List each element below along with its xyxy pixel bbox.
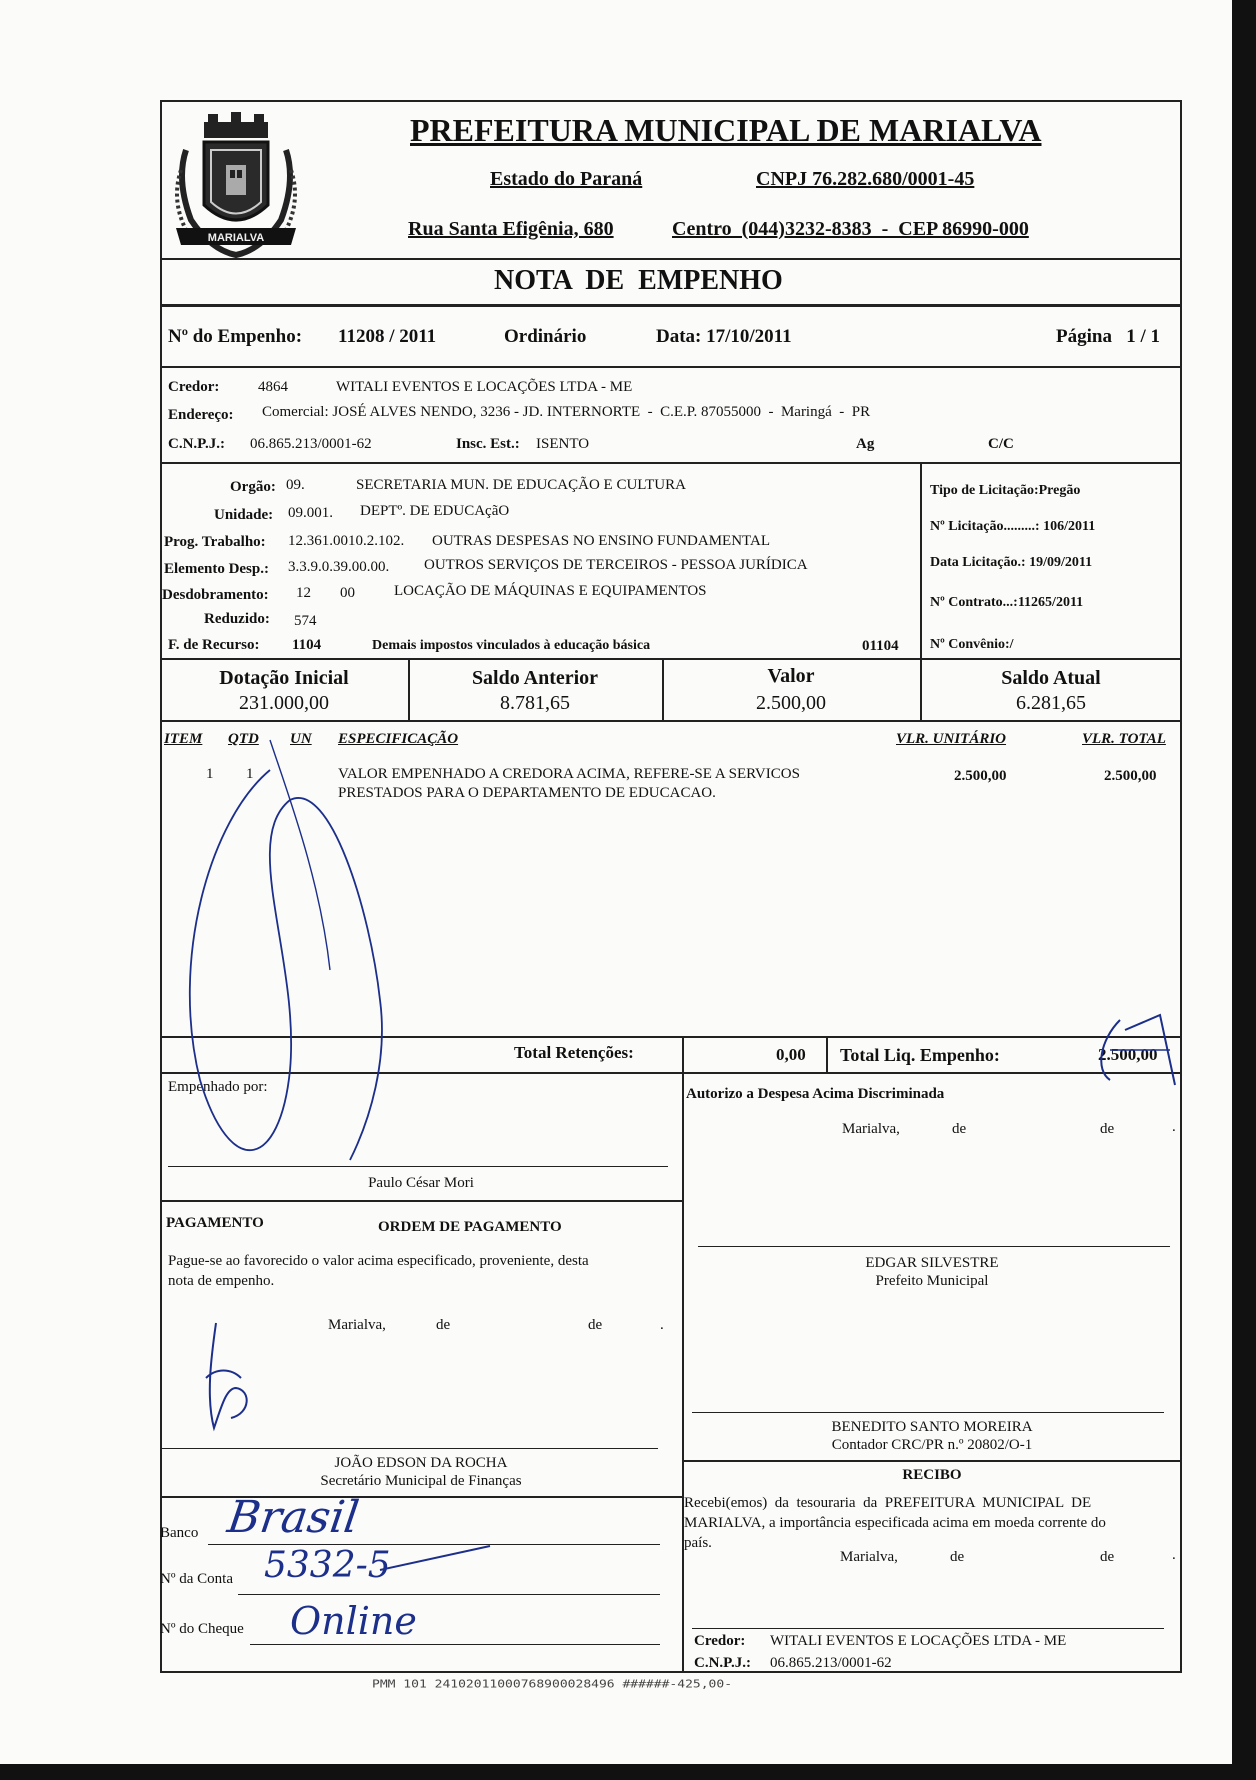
col-qtd: QTD <box>228 731 259 747</box>
desdobramento-label: Desdobramento: <box>162 587 269 603</box>
retencoes-label: Total Retenções: <box>514 1043 634 1062</box>
empenho-page: Página 1 / 1 <box>1056 326 1160 347</box>
signature-conta-underline <box>380 1540 500 1580</box>
balance-value-saldo-anterior: 8.781,65 <box>500 692 570 714</box>
banco-label: Banco <box>160 1525 199 1541</box>
balance-value-valor: 2.500,00 <box>756 692 826 714</box>
cnpj-label: C.N.P.J.: <box>168 436 225 452</box>
col-un: UN <box>290 731 312 747</box>
conta-label: Nº da Conta <box>160 1571 233 1587</box>
col-item: ITEM <box>164 731 203 747</box>
autorizo-dot: . <box>1172 1119 1176 1135</box>
recibo-line2: MARIALVA, a importância especificada acima em moeda corrente do <box>684 1515 1106 1531</box>
recurso-name: Demais impostos vinculados à educação básica <box>372 638 651 653</box>
endereco-label: Endereço: <box>168 407 234 423</box>
col-unit: VLR. UNITÁRIO <box>896 731 1007 747</box>
pagamento-text2: nota de empenho. <box>168 1273 275 1289</box>
unidade-code: 09.001. <box>288 505 333 521</box>
recibo-cnpj: 06.865.213/0001-62 <box>770 1655 892 1671</box>
reduzido-label: Reduzido: <box>204 611 270 627</box>
licitacao-convenio: Nº Convênio:/ <box>930 637 1014 652</box>
liq-label: Total Liq. Empenho: <box>840 1045 1000 1065</box>
col-total: VLR. TOTAL <box>1082 731 1166 747</box>
credor-label: Credor: <box>168 379 220 395</box>
pagamento-de1: de <box>436 1317 451 1333</box>
autorizo-de1: de <box>952 1121 967 1137</box>
desdobramento-code: 12 <box>296 585 311 601</box>
recibo-credor-name: WITALI EVENTOS E LOCAÇÕES LTDA - ME <box>770 1633 1067 1649</box>
prefeito-name: EDGAR SILVESTRE <box>865 1255 999 1271</box>
empenho-date: Data: 17/10/2011 <box>656 326 792 347</box>
retencoes-value: 0,00 <box>776 1045 806 1064</box>
elemento-code: 3.3.9.0.39.00.00. <box>288 559 390 575</box>
licitacao-numero: Nº Licitação.........: 106/2011 <box>930 519 1096 534</box>
empenhado-label: Empenhado por: <box>168 1079 268 1095</box>
header-cnpj: CNPJ 76.282.680/0001-45 <box>756 168 975 190</box>
balance-label-saldo-atual: Saldo Atual <box>1001 667 1101 689</box>
recibo-place: Marialva, <box>840 1549 898 1565</box>
credor-cnpj: 06.865.213/0001-62 <box>250 436 372 452</box>
document-title: NOTA DE EMPENHO <box>494 265 783 296</box>
pagamento-dot: . <box>660 1317 664 1333</box>
licitacao-data: Data Licitação.: 19/09/2011 <box>930 555 1093 570</box>
secretario-role: Secretário Municipal de Finanças <box>320 1473 522 1489</box>
orgao-name: SECRETARIA MUN. DE EDUCAÇÃO E CULTURA <box>356 477 686 493</box>
recurso-label: F. de Recurso: <box>168 637 260 653</box>
conta-handwritten: 5332-5 <box>264 1545 391 1586</box>
item-total-value: 2.500,00 <box>1104 768 1157 784</box>
autorizo-place: Marialva, <box>842 1121 900 1137</box>
bank-stamp: PMM 101 24102011000768900028496 ######-425,00- <box>372 1678 733 1691</box>
prog-name: OUTRAS DESPESAS NO ENSINO FUNDAMENTAL <box>432 533 770 549</box>
pagamento-label: PAGAMENTO <box>166 1215 264 1231</box>
coat-of-arms-text: MARIALVA <box>207 232 265 244</box>
recibo-credor-label: Credor: <box>694 1633 746 1649</box>
credor-name: WITALI EVENTOS E LOCAÇÕES LTDA - ME <box>336 379 633 395</box>
recibo-line1: Recebi(emos) da tesouraria da PREFEITURA MUNICIPAL DE <box>684 1495 1092 1511</box>
recibo-de1: de <box>950 1549 965 1565</box>
recurso-extra: 01104 <box>862 638 899 654</box>
cheque-label: Nº do Cheque <box>160 1621 244 1637</box>
coat-of-arms-icon <box>166 110 306 260</box>
balance-label-valor: Valor <box>767 665 815 687</box>
desdobramento-sub: 00 <box>340 585 355 601</box>
empenho-number-label: Nº do Empenho: <box>168 326 303 347</box>
recibo-line3: país. <box>684 1535 712 1551</box>
pagamento-text1: Pague-se ao favorecido o valor acima especificado, proveniente, desta <box>168 1253 589 1269</box>
elemento-label: Elemento Desp.: <box>164 561 269 577</box>
recibo-dot: . <box>1172 1547 1176 1563</box>
pagamento-de2: de <box>588 1317 603 1333</box>
cc-label: C/C <box>988 436 1014 452</box>
insc-label: Insc. Est.: <box>456 436 520 452</box>
pagamento-place: Marialva, <box>328 1317 386 1333</box>
header-state: Estado do Paraná <box>490 168 643 190</box>
licitacao-contrato: Nº Contrato...:11265/2011 <box>930 595 1084 610</box>
ag-label: Ag <box>856 436 875 452</box>
empenhado-name: Paulo César Mori <box>368 1175 474 1191</box>
balance-value-dotacao: 231.000,00 <box>239 692 329 714</box>
credor-code: 4864 <box>258 379 288 395</box>
licitacao-tipo: Tipo de Licitação:Pregão <box>930 483 1081 498</box>
signature-large-loop <box>170 740 450 1200</box>
autorizo-de2: de <box>1100 1121 1115 1137</box>
balance-label-dotacao: Dotação Inicial <box>219 667 349 689</box>
item-number: 1 <box>206 766 214 782</box>
banco-handwritten: Brasil <box>224 1492 362 1543</box>
signature-initial-total <box>1090 1010 1180 1090</box>
header-title: PREFEITURA MUNICIPAL DE MARIALVA <box>410 112 1042 148</box>
item-spec-line2: PRESTADOS PARA O DEPARTAMENTO DE EDUCACAO. <box>338 785 716 801</box>
item-spec-line1: VALOR EMPENHADO A CREDORA ACIMA, REFERE-SE A SERVICOS <box>338 766 800 782</box>
liq-value: 2.500,00 <box>1098 1045 1158 1064</box>
unidade-label: Unidade: <box>214 507 274 523</box>
contador-name: BENEDITO SANTO MOREIRA <box>831 1419 1033 1435</box>
recurso-code: 1104 <box>292 637 322 653</box>
recibo-cnpj-label: C.N.P.J.: <box>694 1655 751 1671</box>
recibo-de2: de <box>1100 1549 1115 1565</box>
prog-code: 12.361.0010.2.102. <box>288 533 405 549</box>
col-spec: ESPECIFICAÇÃO <box>338 731 459 747</box>
item-qtd: 1 <box>246 766 254 782</box>
elemento-name: OUTROS SERVIÇOS DE TERCEIROS - PESSOA JURÍDICA <box>424 557 808 573</box>
prefeito-role: Prefeito Municipal <box>875 1273 989 1289</box>
autorizo-title: Autorizo a Despesa Acima Discriminada <box>686 1086 945 1102</box>
balance-value-saldo-atual: 6.281,65 <box>1016 692 1086 714</box>
balance-label-saldo-anterior: Saldo Anterior <box>471 667 599 689</box>
cheque-handwritten: Online <box>290 1599 417 1643</box>
insc-value: ISENTO <box>536 436 590 452</box>
empenho-type: Ordinário <box>504 326 587 347</box>
secretario-name: JOÃO EDSON DA ROCHA <box>334 1455 508 1471</box>
recibo-title: RECIBO <box>902 1467 962 1483</box>
orgao-code: 09. <box>286 477 305 493</box>
contador-role: Contador CRC/PR n.º 20802/O-1 <box>831 1437 1033 1453</box>
desdobramento-name: LOCAÇÃO DE MÁQUINAS E EQUIPAMENTOS <box>394 583 707 599</box>
reduzido-value: 574 <box>294 613 317 629</box>
pagamento-title: ORDEM DE PAGAMENTO <box>378 1219 562 1235</box>
empenho-number: 11208 / 2011 <box>338 326 437 347</box>
item-unit-value: 2.500,00 <box>954 768 1007 784</box>
orgao-label: Orgão: <box>230 479 276 495</box>
unidade-name: DEPTº. DE EDUCAçãO <box>360 503 510 519</box>
signature-initial-pagamento <box>196 1318 266 1438</box>
header-contact: Centro (044)3232-8383 - CEP 86990-000 <box>672 218 1029 240</box>
prog-label: Prog. Trabalho: <box>164 534 266 550</box>
header-address: Rua Santa Efigênia, 680 <box>408 218 614 240</box>
credor-address: Comercial: JOSÉ ALVES NENDO, 3236 - JD. INTERNORTE - C.E.P. 87055000 - Maringá - PR <box>262 404 871 420</box>
